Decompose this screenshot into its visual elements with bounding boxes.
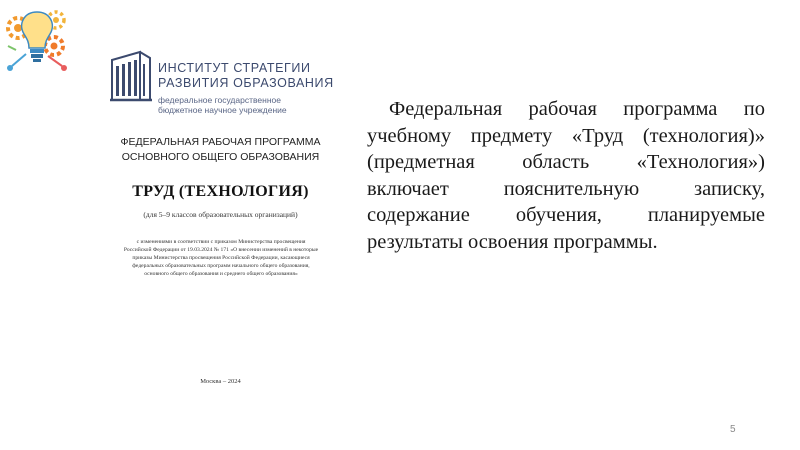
changes-line: с изменениями в соответствии с приказом Министерства просвещения [136,239,306,245]
changes-line: Российской Федерации от 19.03.2024 № 171 «О внесении изменений в некоторые [123,247,319,253]
logo-title-line1: ИНСТИТУТ СТРАТЕГИИ [158,61,311,75]
building-columns-icon [110,50,152,102]
document-heading [98,135,343,165]
changes-line: приказы Министерства просвещения Российской Федерации, касающиеся [132,255,310,261]
document-title: ТРУД (ТЕХНОЛОГИЯ) [132,183,309,200]
changes-line: основного общего образования и среднего общего образования» [144,271,298,277]
changes-line: федеральных образовательных программ начального общего образования, [132,263,310,269]
logo-title-line2: РАЗВИТИЯ ОБРАЗОВАНИЯ [158,76,334,90]
institute-logo [110,50,340,118]
document-heading-line1: ФЕДЕРАЛЬНАЯ РАБОЧАЯ ПРОГРАММА [120,136,321,148]
lightbulb-gears-icon [4,6,70,76]
document-changes-note [110,238,332,278]
document-heading-line2: ОСНОВНОГО ОБЩЕГО ОБРАЗОВАНИЯ [121,151,320,163]
document-grades: (для 5–9 классов образовательных организаций) [143,210,298,219]
logo-subtitle-line2: бюджетное научное учреждение [158,105,287,115]
document-cover [98,40,348,400]
logo-subtitle-line1: федеральное государственное [158,95,281,105]
main-paragraph: Федеральная рабочая программа по учебному предмету «Труд (технология)» (предметная область «Технология») включает пояснительную записку, содержание обучения, планируемые результаты освоения программы. [367,98,765,253]
document-place-year: Москва – 2024 [200,378,241,385]
page-number: 5 [730,424,736,435]
